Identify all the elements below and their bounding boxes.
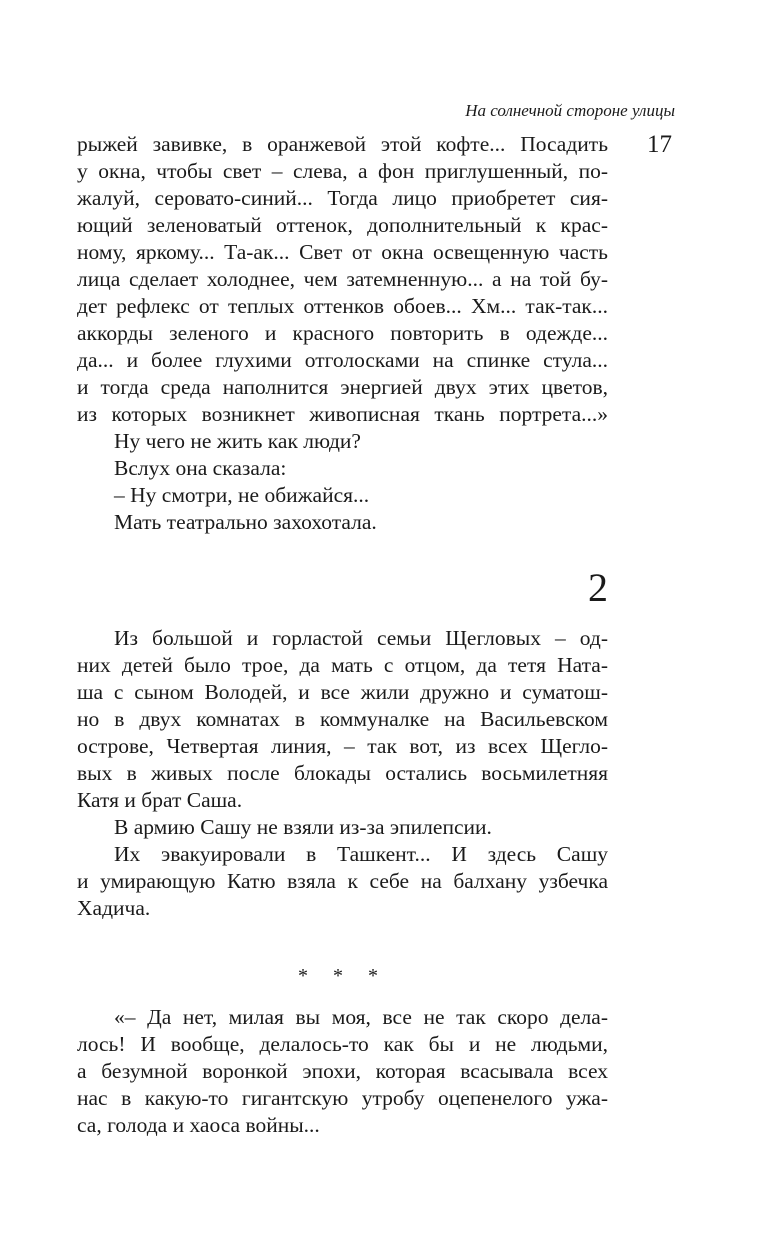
text-line: ющий зеленоватый оттенок, дополнительный к крас- [77,213,608,237]
text-line: Мать театрально захохотала. [114,510,377,534]
text-line: Их эвакуировали в Ташкент... И здесь Сашу [114,842,608,866]
text-line: рыжей завивке, в оранжевой этой кофте... Посадить [77,132,608,156]
text-line: а безумной воронкой эпохи, которая всасывала всех [77,1059,608,1083]
text-line: са, голода и хаоса войны... [77,1113,320,1137]
text-line: и умирающую Катю взяла к себе на балхану узбечка [77,869,608,893]
text-line: у окна, чтобы свет – слева, а фон приглушенный, по- [77,159,608,183]
text-line: ному, яркому... Та-ак... Свет от окна освещенную часть [77,240,608,264]
text-line: «– Да нет, милая вы моя, все не так скоро дела- [114,1005,608,1029]
text-line: лось! И вообще, делалось-то как бы и не людьми, [77,1032,608,1056]
text-line: жалуй, серовато-синий... Тогда лицо приобретет сия- [77,186,608,210]
text-line: дет рефлекс от теплых оттенков обоев... Хм... так-так... [77,294,608,318]
text-line: Ну чего не жить как люди? [114,429,361,453]
text-line: да... и более глухими отголосками на спинке стула... [77,348,608,372]
text-line: аккорды зеленого и красного повторить в одежде... [77,321,608,345]
text-line: них детей было трое, да мать с отцом, да тетя Ната- [77,653,608,677]
section-asterism: * * * [298,965,388,987]
text-line: Хадича. [77,896,151,920]
text-line: В армию Сашу не взяли из-за эпилепсии. [114,815,492,839]
chapter-number: 2 [588,565,608,610]
text-line: из которых возникнет живописная ткань портрета...» [77,402,608,426]
text-line: острове, Четвертая линия, – так вот, из всех Щегло- [77,734,608,758]
text-line: – Ну смотри, не обижайся... [114,483,370,507]
text-line: но в двух комнатах в коммуналке на Васильевском [77,707,608,731]
text-line: и тогда среда наполнится энергией двух этих цветов, [77,375,608,399]
text-block-2 [77,625,608,922]
text-line: Вслух она сказала: [114,456,287,480]
running-head: На солнечной стороне улицы [465,101,675,120]
text-line: Из большой и горластой семьи Щегловых – од- [114,626,608,650]
text-line: лица сделает холоднее, чем затемненную... а на той бу- [77,267,608,291]
text-block-3 [77,1004,608,1139]
text-line: Катя и брат Саша. [77,788,243,812]
text-line: нас в какую-то гигантскую утробу оцепенелого ужа- [77,1086,608,1110]
page-number: 17 [647,131,672,158]
text-block-1 [77,131,608,536]
text-line: вых в живых после блокады остались восьмилетняя [77,761,608,785]
text-line: ша с сыном Володей, и все жили дружно и суматош- [77,680,608,704]
